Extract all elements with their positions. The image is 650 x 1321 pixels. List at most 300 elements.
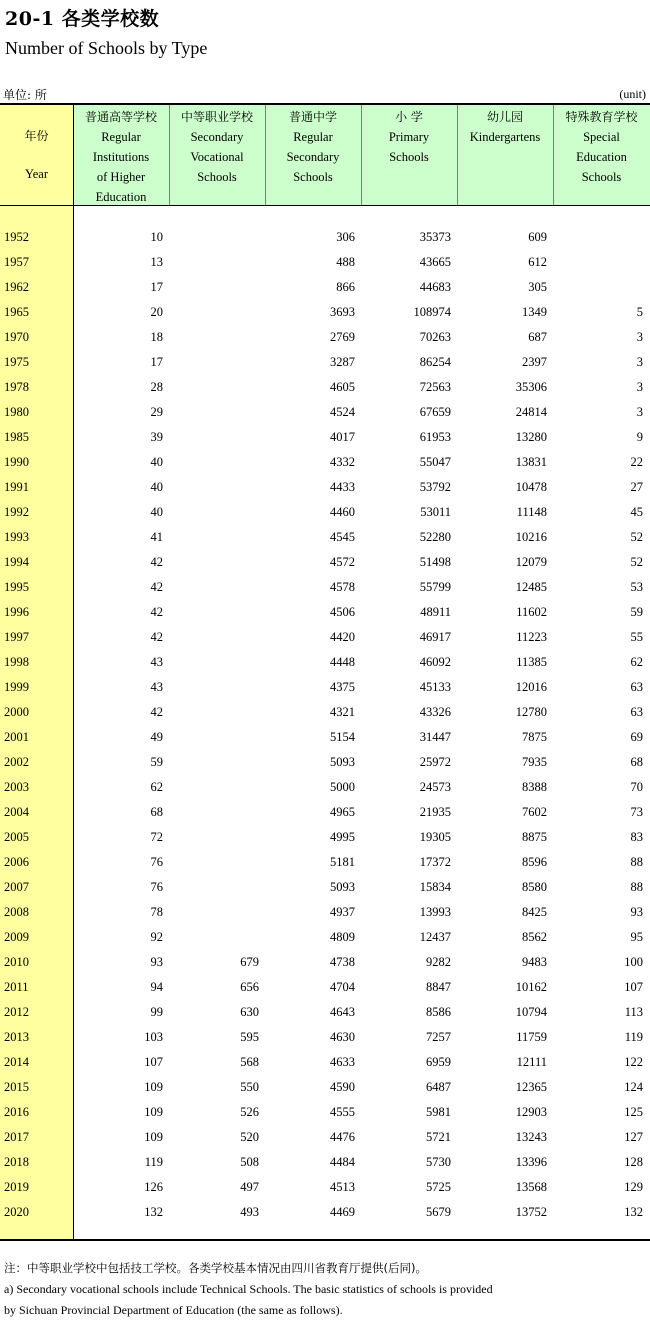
cell-higher-education: 20 [150,305,163,319]
cell-special-education: 129 [624,1180,643,1194]
table-row [0,976,650,1001]
cell-kindergartens: 11223 [516,630,547,644]
cell-secondary-vocational: 595 [240,1030,259,1044]
cell-higher-education: 42 [150,555,163,569]
cell-kindergartens: 11385 [516,655,547,669]
cell-kindergartens: 9483 [522,955,547,969]
cell-regular-secondary: 4476 [330,1130,355,1144]
cell-higher-education: 76 [150,855,163,869]
cell-regular-secondary: 4809 [330,930,355,944]
cell-special-education: 5 [636,305,643,319]
cell-special-education: 132 [624,1205,643,1219]
unit-label-zh: 单位: 所 [3,88,47,102]
cell-regular-secondary: 4995 [330,830,355,844]
cell-kindergartens: 612 [528,255,547,269]
cell-special-education: 27 [630,480,643,494]
cell-special-education: 62 [630,655,643,669]
cell-special-education: 128 [624,1155,643,1169]
year-cell: 1962 [4,280,29,294]
table-title-zh: 20-1 各类学校数 [5,8,160,30]
column-header-en-line: Schools [293,170,333,184]
cell-higher-education: 109 [144,1105,163,1119]
table-title-en: Number of Schools by Type [5,38,208,58]
cell-primary: 5721 [426,1130,451,1144]
cell-regular-secondary: 4545 [330,530,355,544]
table-row [0,1001,650,1026]
cell-kindergartens: 12780 [515,705,547,719]
year-cell: 1992 [4,505,29,519]
cell-kindergartens: 10162 [515,980,547,994]
cell-primary: 24573 [419,780,451,794]
cell-kindergartens: 35306 [515,380,547,394]
cell-kindergartens: 13568 [515,1180,547,1194]
cell-kindergartens: 24814 [515,405,547,419]
cell-primary: 72563 [419,380,451,394]
cell-kindergartens: 13280 [515,430,547,444]
year-cell: 1985 [4,430,29,444]
year-cell: 2005 [4,830,29,844]
cell-kindergartens: 12365 [515,1080,547,1094]
cell-higher-education: 28 [150,380,163,394]
year-cell: 1978 [4,380,29,394]
cell-special-education: 3 [636,380,643,394]
column-header-zh: 普通中学 [288,110,337,124]
cell-special-education: 55 [630,630,643,644]
table-row [0,501,650,526]
cell-primary: 86254 [419,355,451,369]
cell-special-education: 119 [624,1030,643,1044]
cell-primary: 21935 [419,805,451,819]
cell-kindergartens: 13243 [515,1130,547,1144]
cell-primary: 5679 [426,1205,451,1219]
cell-primary: 5725 [426,1180,451,1194]
year-cell: 2002 [4,755,29,769]
column-header-regular-secondary [265,107,361,187]
year-cell: 2015 [4,1080,29,1094]
cell-higher-education: 109 [144,1130,163,1144]
cell-regular-secondary: 4375 [330,680,355,694]
cell-higher-education: 18 [150,330,163,344]
cell-kindergartens: 609 [528,230,547,244]
cell-secondary-vocational: 656 [240,980,259,994]
year-cell: 1993 [4,530,29,544]
cell-regular-secondary: 488 [336,255,355,269]
cell-kindergartens: 12903 [515,1105,547,1119]
column-header-en-line: Education [95,190,147,204]
cell-kindergartens: 12111 [516,1055,547,1069]
cell-higher-education: 103 [144,1030,163,1044]
year-cell: 1991 [4,480,29,494]
year-cell: 1957 [4,255,29,269]
cell-special-education: 69 [630,730,643,744]
cell-higher-education: 99 [150,1005,163,1019]
footnotes [4,1258,493,1321]
table-row [0,651,650,676]
cell-kindergartens: 2397 [522,355,547,369]
table-row [0,876,650,901]
note-en-line1: a) Secondary vocational schools include Technical Schools. The basic statistics of schools is provided [4,1282,493,1296]
year-cell: 2020 [4,1205,29,1219]
cell-higher-education: 92 [150,930,163,944]
cell-regular-secondary: 4484 [330,1155,355,1169]
table-row [0,526,650,551]
column-header-zh: 普通高等学校 [84,110,157,124]
cell-secondary-vocational: 568 [240,1055,259,1069]
table-row [0,926,650,951]
cell-regular-secondary: 4524 [330,405,355,419]
cell-kindergartens: 12079 [515,555,547,569]
cell-primary: 6959 [426,1055,451,1069]
cell-higher-education: 39 [150,430,163,444]
cell-kindergartens: 8875 [522,830,547,844]
cell-higher-education: 40 [150,455,163,469]
cell-regular-secondary: 4965 [330,805,355,819]
cell-kindergartens: 13396 [515,1155,547,1169]
year-cell: 1952 [4,230,29,244]
column-header-en-line: Institutions [92,150,150,164]
cell-regular-secondary: 4633 [330,1055,355,1069]
note-en-line2: by Sichuan Provincial Department of Education (the same as follows). [4,1303,343,1317]
cell-primary: 43665 [419,255,451,269]
cell-special-education: 113 [624,1005,643,1019]
year-cell: 1997 [4,630,29,644]
cell-primary: 55799 [419,580,451,594]
table-row [0,301,650,326]
cell-special-education: 9 [636,430,643,444]
cell-special-education: 52 [630,555,643,569]
cell-special-education: 63 [630,680,643,694]
table-row [0,1151,650,1176]
cell-primary: 7257 [426,1030,451,1044]
cell-regular-secondary: 4590 [330,1080,355,1094]
cell-higher-education: 29 [150,405,163,419]
cell-special-education: 125 [624,1105,643,1119]
column-header-special-education [553,107,650,187]
cell-higher-education: 40 [150,480,163,494]
cell-primary: 17372 [419,855,451,869]
table-row [0,1051,650,1076]
year-cell: 1990 [4,455,29,469]
column-header-en-line: Special [583,130,620,144]
cell-secondary-vocational: 493 [240,1205,259,1219]
year-cell: 2009 [4,930,29,944]
cell-regular-secondary: 3693 [330,305,355,319]
year-cell: 2014 [4,1055,29,1069]
cell-special-education: 127 [624,1130,643,1144]
table-row [0,851,650,876]
table-row [0,1126,650,1151]
cell-secondary-vocational: 630 [240,1005,259,1019]
cell-primary: 53792 [419,480,451,494]
cell-primary: 8847 [426,980,451,994]
table-row [0,226,650,251]
cell-secondary-vocational: 508 [240,1155,259,1169]
year-cell: 2011 [4,980,29,994]
cell-regular-secondary: 3287 [330,355,355,369]
cell-special-education: 83 [630,830,643,844]
cell-regular-secondary: 4572 [330,555,355,569]
cell-regular-secondary: 4704 [330,980,355,994]
cell-regular-secondary: 4513 [330,1180,355,1194]
cell-special-education: 3 [636,405,643,419]
cell-primary: 51498 [419,555,451,569]
cell-higher-education: 119 [144,1155,163,1169]
year-cell: 1998 [4,655,29,669]
cell-primary: 13993 [419,905,451,919]
cell-special-education: 88 [630,880,643,894]
cell-regular-secondary: 4630 [330,1030,355,1044]
column-header-secondary-vocational [169,107,265,187]
cell-higher-education: 107 [144,1055,163,1069]
column-header-en-line: Vocational [190,150,244,164]
table-row [0,551,650,576]
cell-special-education: 52 [630,530,643,544]
cell-regular-secondary: 4605 [330,380,355,394]
cell-higher-education: 68 [150,805,163,819]
cell-primary: 9282 [426,955,451,969]
cell-primary: 43326 [419,705,451,719]
table-row [0,1101,650,1126]
cell-higher-education: 43 [150,655,163,669]
year-cell: 1975 [4,355,29,369]
cell-primary: 35373 [419,230,451,244]
cell-special-education: 22 [630,455,643,469]
year-cell: 1996 [4,605,29,619]
cell-secondary-vocational: 679 [240,955,259,969]
year-header-en: Year [24,167,49,181]
year-cell: 1965 [4,305,29,319]
column-header-en-line: Schools [197,170,237,184]
table-row [0,576,650,601]
column-header-en-line: Education [576,150,627,164]
column-header-en-line: Kindergartens [469,130,541,144]
table-row [0,826,650,851]
cell-regular-secondary: 4420 [330,630,355,644]
note-zh: 注：中等职业学校中包括技工学校。各类学校基本情况由四川省教育厅提供(后同)。 [4,1261,427,1275]
table-row [0,326,650,351]
cell-special-education: 107 [624,980,643,994]
year-cell: 1994 [4,555,29,569]
cell-primary: 5981 [426,1105,451,1119]
cell-regular-secondary: 2769 [330,330,355,344]
column-header-en-line: Schools [389,150,429,164]
cell-primary: 108974 [413,305,451,319]
cell-higher-education: 72 [150,830,163,844]
cell-regular-secondary: 4555 [330,1105,355,1119]
cell-regular-secondary: 4469 [330,1205,355,1219]
cell-regular-secondary: 5181 [330,855,355,869]
cell-primary: 53011 [420,505,451,519]
year-cell: 2019 [4,1180,29,1194]
year-cell: 2012 [4,1005,29,1019]
cell-kindergartens: 12016 [515,680,547,694]
cell-higher-education: 43 [150,680,163,694]
cell-kindergartens: 1349 [522,305,547,319]
table-row [0,676,650,701]
cell-primary: 44683 [419,280,451,294]
column-header-en-line: of Higher [96,170,146,184]
cell-higher-education: 76 [150,880,163,894]
cell-special-education: 45 [630,505,643,519]
cell-kindergartens: 687 [528,330,547,344]
column-header-zh: 中等职业学校 [180,110,253,124]
cell-primary: 8586 [426,1005,451,1019]
cell-primary: 70263 [419,330,451,344]
cell-primary: 5730 [426,1155,451,1169]
bottom-rule [0,1239,650,1241]
cell-secondary-vocational: 526 [240,1105,259,1119]
cell-kindergartens: 10216 [515,530,547,544]
year-cell: 2018 [4,1155,29,1169]
table-row [0,401,650,426]
cell-primary: 12437 [419,930,451,944]
cell-kindergartens: 7935 [522,755,547,769]
cell-primary: 46092 [419,655,451,669]
cell-regular-secondary: 4460 [330,505,355,519]
year-cell: 1999 [4,680,29,694]
cell-special-education: 88 [630,855,643,869]
cell-kindergartens: 7875 [522,730,547,744]
cell-special-education: 68 [630,755,643,769]
table-row [0,426,650,451]
table-row [0,1201,650,1226]
cell-secondary-vocational: 550 [240,1080,259,1094]
cell-higher-education: 40 [150,505,163,519]
column-header-higher-education [73,107,169,207]
cell-regular-secondary: 4578 [330,580,355,594]
cell-special-education: 93 [630,905,643,919]
table-row [0,1076,650,1101]
cell-regular-secondary: 4017 [330,430,355,444]
cell-primary: 19305 [419,830,451,844]
cell-special-education: 124 [624,1080,643,1094]
column-header-en-line: Regular [101,130,141,144]
cell-regular-secondary: 5154 [330,730,355,744]
cell-primary: 25972 [419,755,451,769]
cell-primary: 55047 [419,455,451,469]
cell-kindergartens: 8562 [522,930,547,944]
cell-regular-secondary: 4321 [330,705,355,719]
unit-label-en: (unit) [619,87,646,101]
cell-higher-education: 10 [150,230,163,244]
cell-kindergartens: 11602 [516,605,547,619]
table-row [0,451,650,476]
cell-regular-secondary: 866 [336,280,355,294]
column-header-en-line: Secondary [190,130,244,144]
column-header-zh: 小 学 [395,110,423,124]
cell-secondary-vocational: 497 [240,1180,259,1194]
cell-regular-secondary: 306 [336,230,355,244]
cell-special-education: 53 [630,580,643,594]
cell-higher-education: 126 [144,1180,163,1194]
cell-higher-education: 132 [144,1205,163,1219]
cell-kindergartens: 11148 [516,505,547,519]
cell-secondary-vocational: 520 [240,1130,259,1144]
cell-regular-secondary: 5093 [330,880,355,894]
year-cell: 2013 [4,1030,29,1044]
cell-primary: 46917 [419,630,451,644]
year-cell: 1970 [4,330,29,344]
year-cell: 2007 [4,880,29,894]
cell-primary: 45133 [419,680,451,694]
column-header-primary [361,107,457,167]
cell-regular-secondary: 4448 [330,655,355,669]
table-row [0,1026,650,1051]
cell-kindergartens: 8580 [522,880,547,894]
cell-primary: 61953 [419,430,451,444]
year-cell: 1995 [4,580,29,594]
cell-special-education: 3 [636,355,643,369]
cell-higher-education: 59 [150,755,163,769]
column-header-zh: 特殊教育学校 [565,110,638,124]
cell-regular-secondary: 4937 [330,905,355,919]
column-header-zh: 幼儿园 [486,110,523,124]
cell-special-education: 122 [624,1055,643,1069]
cell-higher-education: 93 [150,955,163,969]
table-row [0,626,650,651]
cell-primary: 52280 [419,530,451,544]
column-header-en-line: Primary [388,130,430,144]
cell-special-education: 95 [630,930,643,944]
cell-special-education: 63 [630,705,643,719]
cell-regular-secondary: 4643 [330,1005,355,1019]
cell-kindergartens: 10478 [515,480,547,494]
cell-higher-education: 17 [150,280,163,294]
cell-higher-education: 13 [150,255,163,269]
cell-higher-education: 78 [150,905,163,919]
cell-kindergartens: 305 [528,280,547,294]
column-header-en-line: Regular [293,130,333,144]
cell-higher-education: 42 [150,630,163,644]
cell-higher-education: 109 [144,1080,163,1094]
cell-kindergartens: 11759 [516,1030,547,1044]
year-cell: 1980 [4,405,29,419]
cell-primary: 15834 [419,880,451,894]
cell-regular-secondary: 4738 [330,955,355,969]
cell-primary: 6487 [426,1080,451,1094]
table-row [0,951,650,976]
cell-regular-secondary: 5000 [330,780,355,794]
table-row [0,351,650,376]
cell-higher-education: 94 [150,980,163,994]
table-row [0,476,650,501]
year-cell: 2016 [4,1105,29,1119]
cell-kindergartens: 13831 [515,455,547,469]
cell-higher-education: 62 [150,780,163,794]
table-row [0,701,650,726]
cell-special-education: 100 [624,955,643,969]
table-row [0,376,650,401]
cell-kindergartens: 7602 [522,805,547,819]
year-cell: 2008 [4,905,29,919]
cell-special-education: 73 [630,805,643,819]
cell-kindergartens: 8425 [522,905,547,919]
table-row [0,776,650,801]
year-header-zh: 年份 [24,129,49,143]
year-cell: 2006 [4,855,29,869]
year-cell: 2017 [4,1130,29,1144]
year-cell: 2000 [4,705,29,719]
cell-regular-secondary: 4332 [330,455,355,469]
year-cell: 2004 [4,805,29,819]
year-cell: 2010 [4,955,29,969]
column-header-en-line: Secondary [286,150,340,164]
cell-higher-education: 42 [150,705,163,719]
cell-kindergartens: 12485 [515,580,547,594]
cell-higher-education: 49 [150,730,163,744]
column-header-en-line: Schools [581,170,622,184]
cell-higher-education: 42 [150,605,163,619]
